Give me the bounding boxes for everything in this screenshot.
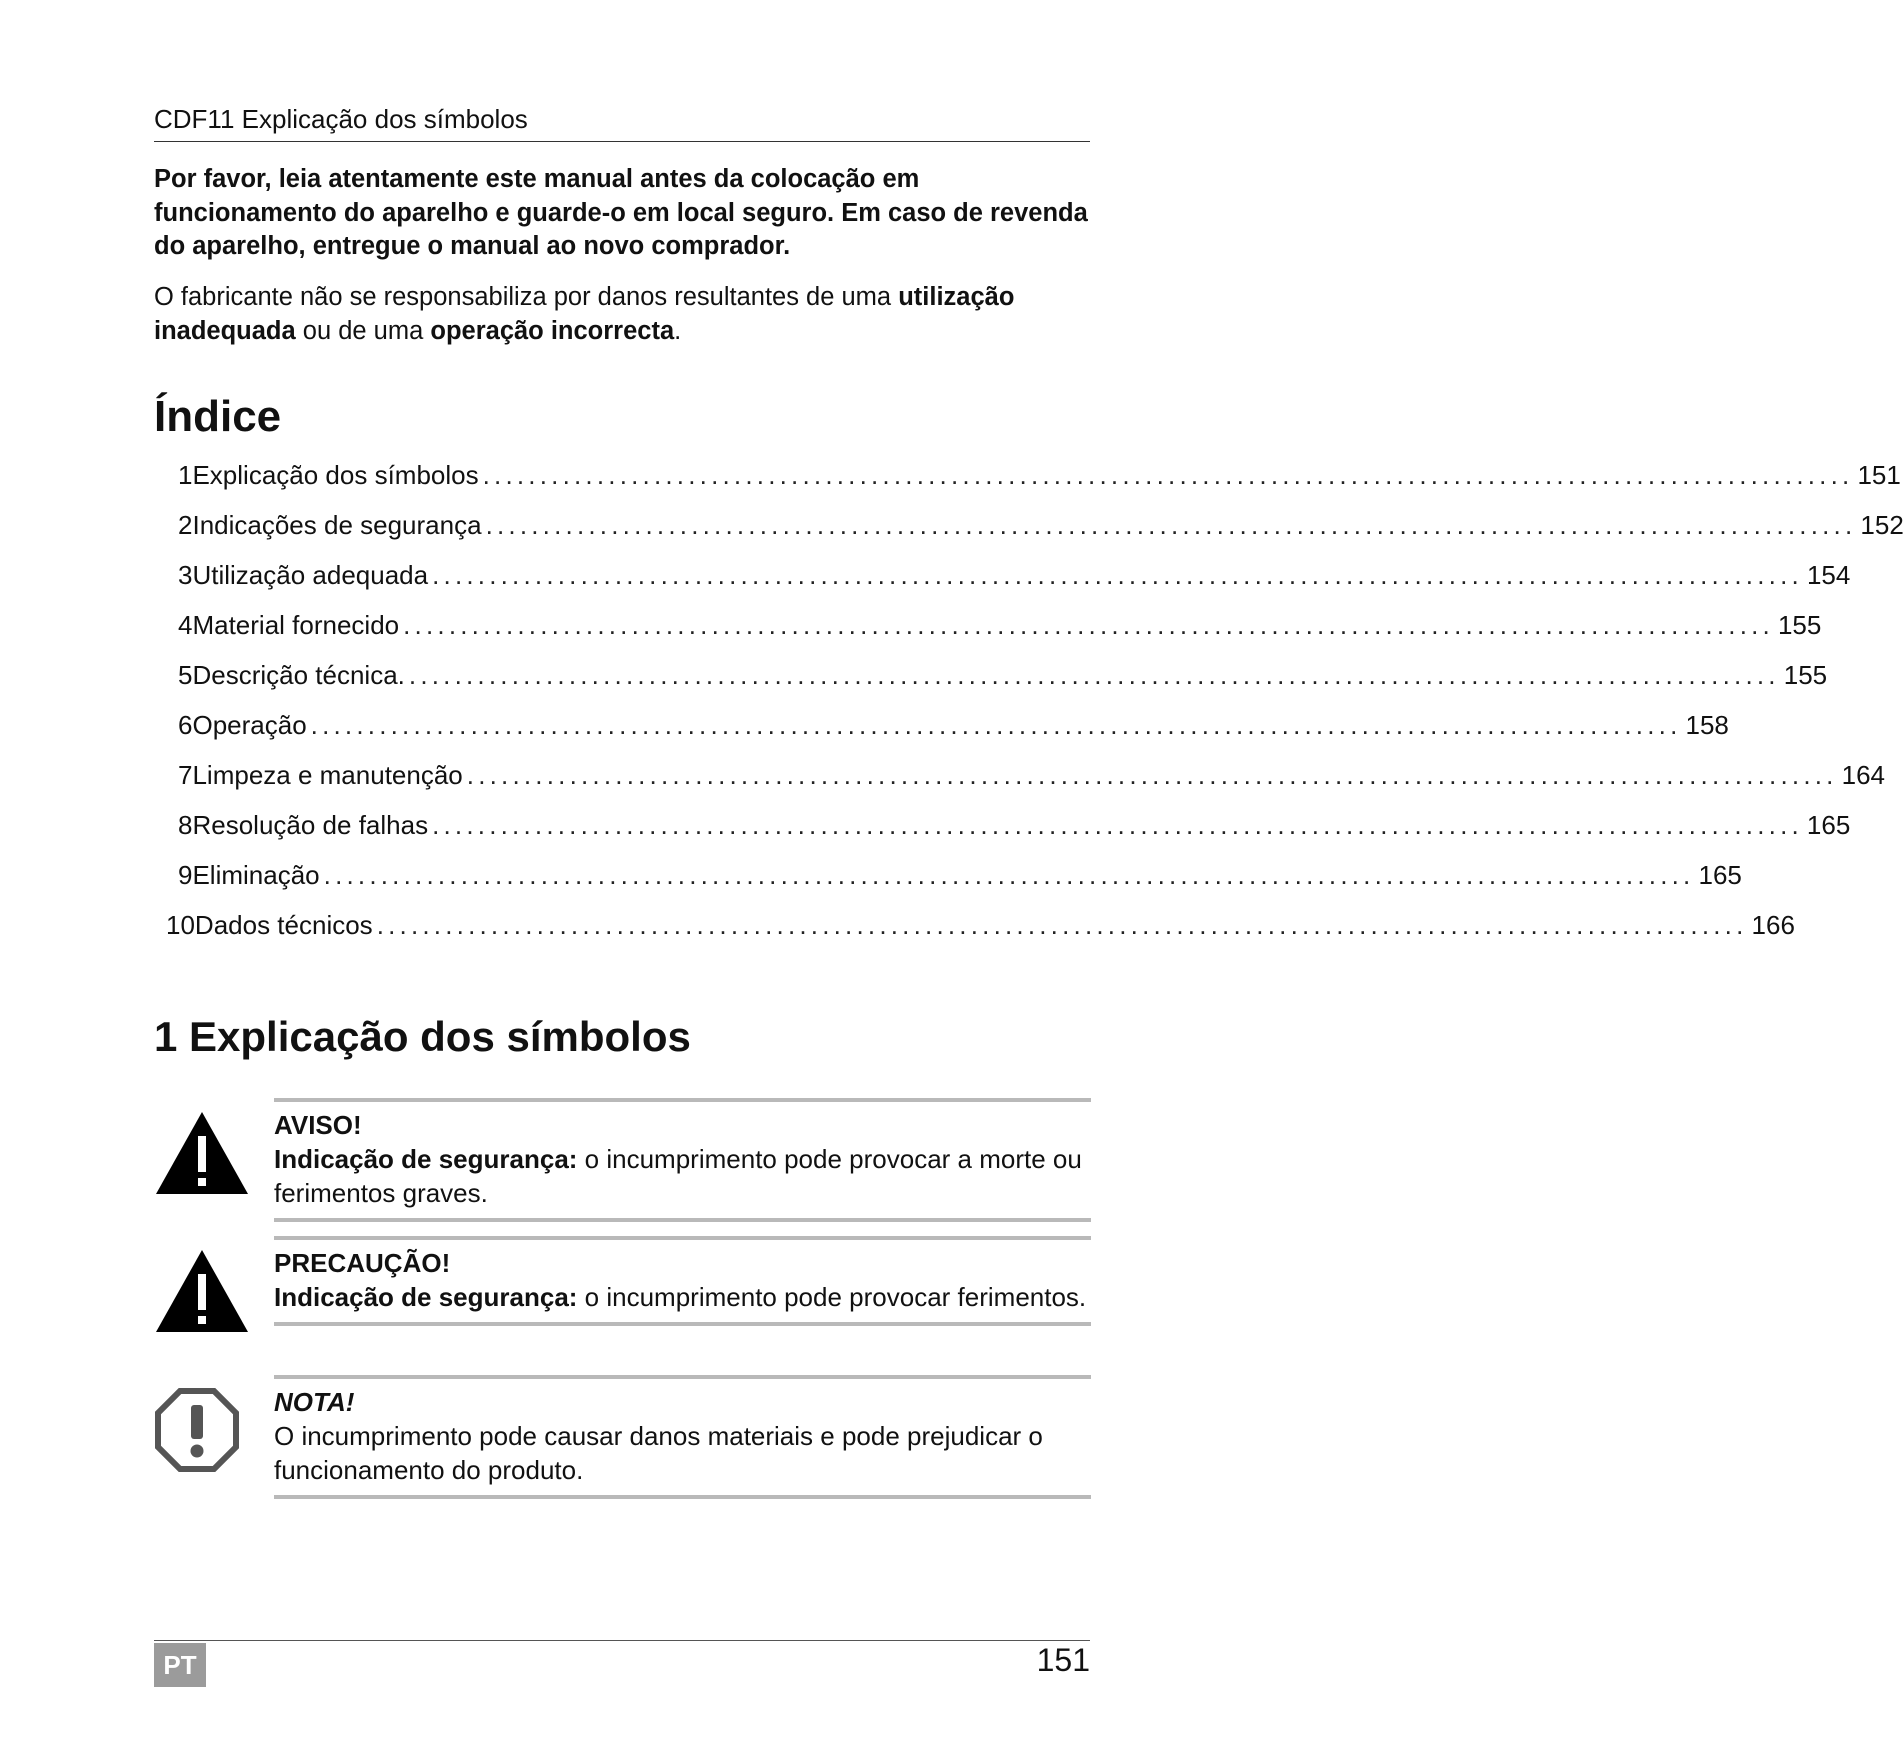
page-number: 151 xyxy=(1036,1642,1090,1678)
toc-item-title: Material fornecido xyxy=(192,610,400,640)
toc-item-title: Utilização adequada xyxy=(192,560,429,590)
notice-note xyxy=(154,1375,1090,1505)
toc-item-page: 158 xyxy=(1685,710,1729,740)
notice-note-text: O incumprimento pode causar danos materiais e pode prejudicar o funcionamento do produto. xyxy=(274,1421,1043,1485)
toc-dot-leader: ........................................................................................................................ xyxy=(323,860,1695,890)
toc-item-page: 155 xyxy=(1783,660,1828,690)
notice-warning-desc: o incumprimento pode provocar a morte ou ferimentos graves. xyxy=(274,1144,1082,1208)
toc-item-title: Descrição técnica. xyxy=(192,660,405,690)
toc-item-title: Explicação dos símbolos xyxy=(192,460,479,490)
toc-item-page: 165 xyxy=(1806,810,1851,840)
intro-text-3: . xyxy=(674,316,682,345)
notice-warning xyxy=(154,1098,1090,1228)
intro-emphasis-1: utilização inadequada xyxy=(154,283,1015,345)
toc-item[interactable] xyxy=(178,560,1851,596)
toc-item-title: Operação xyxy=(192,710,307,740)
toc-item-title: Limpeza e manutenção xyxy=(192,760,463,790)
toc-dot-leader: ........................................................................................................................ xyxy=(408,660,1780,690)
toc-item[interactable] xyxy=(178,460,1901,496)
notice-note-label: NOTA! xyxy=(274,1387,355,1417)
toc-item-page: 166 xyxy=(1751,910,1795,940)
footer-rule xyxy=(154,1640,1090,1641)
toc-item-title: Dados técnicos xyxy=(194,910,373,940)
language-badge: PT xyxy=(154,1643,206,1687)
intro-text-2: ou de uma xyxy=(295,316,431,345)
toc-item-page: 155 xyxy=(1777,610,1822,640)
toc-dot-leader: ........................................................................................................................ xyxy=(482,460,1854,490)
notice-caution-desc: o incumprimento pode provocar ferimentos. xyxy=(577,1282,1087,1312)
toc-item-page: 165 xyxy=(1698,860,1742,890)
toc-item-number: 9 xyxy=(178,860,193,890)
toc-item[interactable] xyxy=(178,760,1885,796)
toc-dot-leader: ........................................................................................................................ xyxy=(485,510,1857,540)
toc-item-number: 2 xyxy=(178,510,193,540)
toc-item-number: 4 xyxy=(178,610,193,640)
toc-item-title: Resolução de falhas xyxy=(192,810,429,840)
toc-dot-leader: ........................................................................................................................ xyxy=(466,760,1838,790)
notice-caution-text xyxy=(274,1280,1091,1314)
notice-caution xyxy=(154,1236,1090,1366)
toc-item[interactable] xyxy=(178,610,1822,646)
toc-heading: Índice xyxy=(154,392,282,441)
notice-warning-lead: Indicação de segurança: xyxy=(274,1144,578,1174)
toc-item-number: 10 xyxy=(166,910,195,940)
toc-item[interactable] xyxy=(178,510,1904,546)
toc-item-title: Eliminação xyxy=(192,860,320,890)
notice-caution-body xyxy=(274,1236,1091,1326)
toc-item[interactable] xyxy=(178,660,1828,696)
warning-triangle-icon xyxy=(154,1110,250,1201)
toc-item-page: 154 xyxy=(1806,560,1851,590)
notice-caution-lead: Indicação de segurança: xyxy=(274,1282,578,1312)
note-octagon-icon xyxy=(154,1387,240,1478)
toc-item[interactable] xyxy=(178,810,1851,846)
toc-item[interactable] xyxy=(178,860,1742,896)
toc-item-page: 151 xyxy=(1857,460,1901,490)
toc-item[interactable] xyxy=(178,710,1729,746)
toc-dot-leader: ........................................................................................................................ xyxy=(432,560,1803,590)
toc-item-number: 5 xyxy=(178,660,193,690)
toc-item-page: 164 xyxy=(1841,760,1885,790)
toc-item[interactable] xyxy=(166,910,1795,946)
toc-item-number: 7 xyxy=(178,760,193,790)
intro-bold-paragraph: Por favor, leia atentamente este manual antes da colocação em funcionamento do aparelho e guarde-o em local seguro. Em caso de revenda do aparelho, entregue o manual ao novo comprador. xyxy=(154,165,1088,260)
toc-dot-leader: ........................................................................................................................ xyxy=(376,910,1748,940)
toc-item-number: 6 xyxy=(178,710,193,740)
section-1-heading: 1 Explicação dos símbolos xyxy=(154,1013,691,1060)
intro-liability-paragraph xyxy=(154,281,1090,348)
toc-item-number: 1 xyxy=(178,460,193,490)
intro-emphasis-2: operação incorrecta xyxy=(430,316,675,345)
caution-triangle-icon xyxy=(154,1248,250,1339)
toc-item-page: 152 xyxy=(1860,510,1904,540)
toc-item-number: 3 xyxy=(178,560,193,590)
notice-caution-label: PRECAUÇÃO! xyxy=(274,1248,451,1278)
intro-text-1: O fabricante não se responsabiliza por danos resultantes de uma xyxy=(154,283,899,311)
toc-dot-leader: ........................................................................................................................ xyxy=(310,710,1682,740)
toc-dot-leader: ........................................................................................................................ xyxy=(432,810,1803,840)
toc-dot-leader: ........................................................................................................................ xyxy=(403,610,1774,640)
toc-item-title: Indicações de segurança xyxy=(192,510,482,540)
notice-note-body xyxy=(274,1375,1091,1499)
toc-item-number: 8 xyxy=(178,810,193,840)
notice-warning-text xyxy=(274,1142,1091,1210)
notice-warning-label: AVISO! xyxy=(274,1110,362,1140)
running-header: CDF11 Explicação dos símbolos xyxy=(154,104,1090,142)
notice-warning-body xyxy=(274,1098,1091,1222)
